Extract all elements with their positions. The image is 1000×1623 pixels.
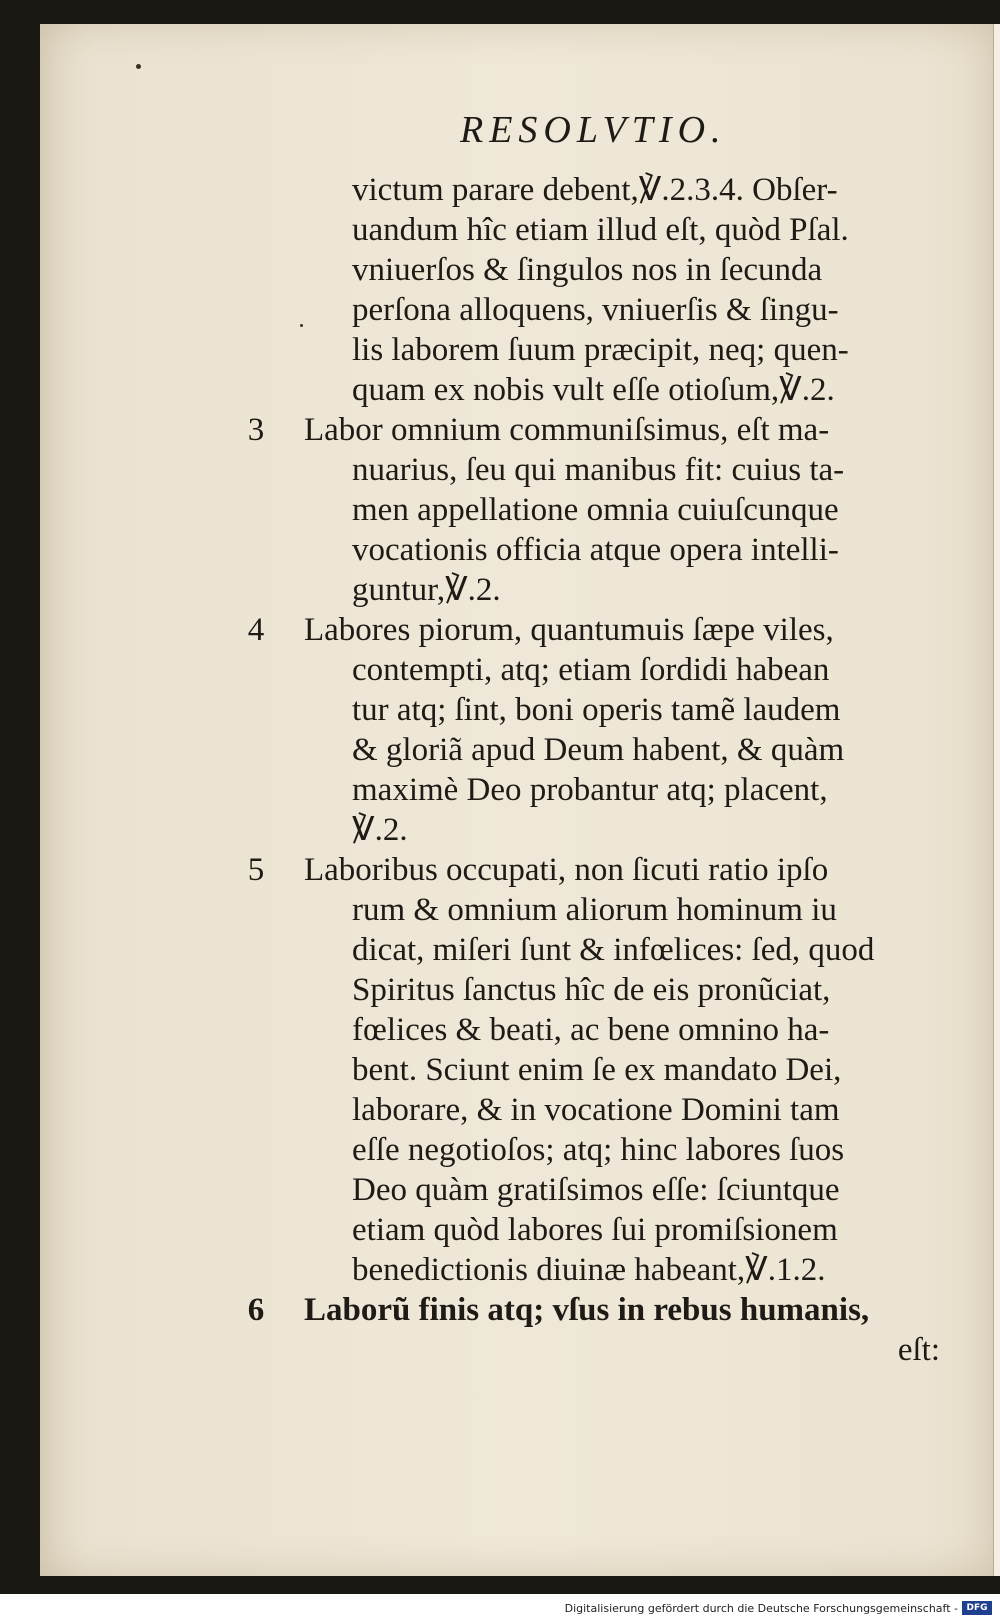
text-line: men appellatione omnia cuiuſcunque — [352, 492, 839, 528]
text-line: rum & omnium aliorum hominum iu — [352, 892, 837, 928]
paper-speck — [300, 324, 303, 327]
running-head: RESOLVTIO. — [460, 109, 727, 151]
text-line: Laborũ finis atq; vſus in rebus humanis, — [304, 1292, 870, 1328]
text-line: Deo quàm gratiſsimos eſſe: ſciuntque — [352, 1172, 840, 1208]
text-line: guntur,℣.2. — [352, 572, 501, 608]
text-line: & gloriã apud Deum habent, & quàm — [352, 732, 845, 768]
text-line: maximè Deo probantur atq; placent, — [352, 772, 828, 808]
text-line: lis laborem ſuum præcipit, neq; quen- — [352, 332, 849, 368]
text-line: Labor omnium communiſsimus, eſt ma- — [304, 412, 830, 448]
dfg-logo: DFG — [962, 1601, 992, 1615]
text-line: bent. Sciunt enim ſe ex mandato Dei, — [352, 1052, 842, 1088]
text-line: nuarius, ſeu qui manibus fit: cuius ta- — [352, 452, 845, 488]
text-line: eſſe negotioſos; atq; hinc labores ſuos — [352, 1132, 845, 1168]
text-line: etiam quòd labores ſui promiſsionem — [352, 1212, 838, 1248]
marginal-number: 4 — [247, 612, 265, 648]
page-edge — [993, 24, 1000, 1576]
text-line: fœlices & beati, ac bene omnino ha- — [352, 1012, 830, 1048]
marginal-number: 6 — [247, 1292, 265, 1328]
text-line: perſona alloquens, vniuerſis & ſingu- — [352, 292, 839, 328]
text-line: ℣.2. — [352, 812, 408, 848]
catchword: eſt: — [897, 1332, 940, 1368]
text-line: vocationis officia atque opera intelli- — [352, 532, 839, 568]
funding-credit: Digitalisierung gefördert durch die Deutsche Forschungsgemeinschaft - — [564, 1602, 958, 1615]
text-line: uandum hîc etiam illud eſt, quòd Pſal. — [352, 212, 849, 248]
text-line: benedictionis diuinæ habeant,℣.1.2. — [352, 1252, 826, 1288]
text-line: Laboribus occupati, non ſicuti ratio ipſo — [304, 852, 829, 888]
marginal-number: 5 — [247, 852, 265, 888]
text-line: laborare, & in vocatione Domini tam — [352, 1092, 840, 1128]
text-line: contempti, atq; etiam ſordidi habean — [352, 652, 830, 688]
text-line: victum parare debent,℣.2.3.4. Obſer- — [352, 172, 838, 208]
text-line: quam ex nobis vult eſſe otioſum,℣.2. — [352, 372, 835, 408]
text-line: Labores piorum, quantumuis ſæpe viles, — [304, 612, 834, 648]
text-line: vniuerſos & ſingulos nos in ſecunda — [352, 252, 823, 288]
digitization-footer — [0, 1594, 1000, 1623]
marginal-number: 3 — [247, 412, 265, 448]
text-line: tur atq; ſint, boni operis tamẽ laudem — [352, 692, 841, 728]
paper-speck — [136, 64, 141, 69]
text-line: Spiritus ſanctus hîc de eis pronũciat, — [352, 972, 831, 1008]
text-line: dicat, miſeri ſunt & infœlices: ſed, quod — [352, 932, 875, 968]
